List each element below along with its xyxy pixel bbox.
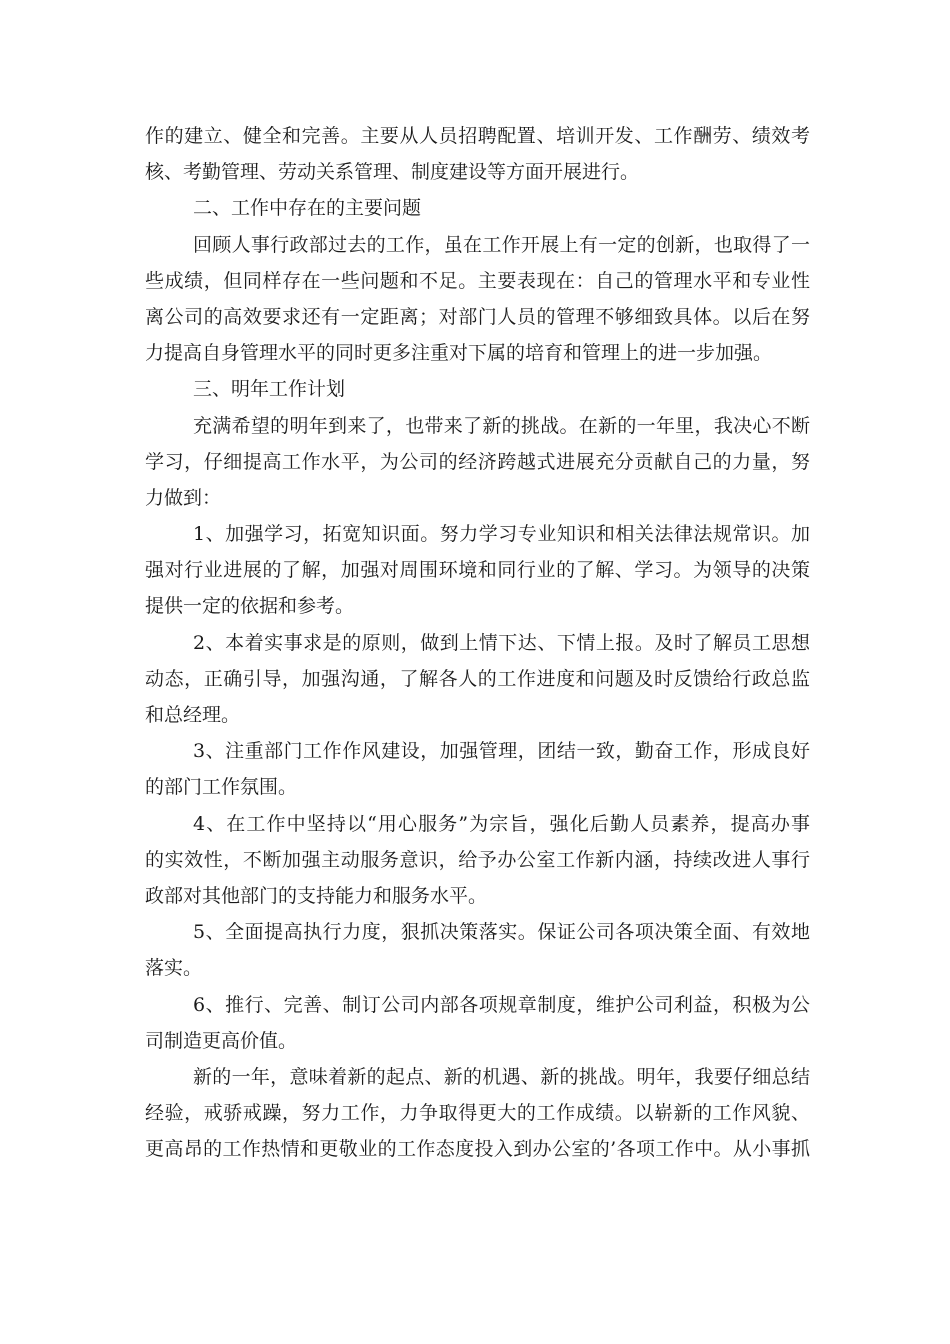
paragraph [145,806,810,915]
paragraph [145,516,810,625]
heading-text: 二、工作中存在的主要问题 [193,197,422,220]
section-heading [145,190,810,226]
paragraph-line: 政部对其他部门的支持能力和服务水平。 [145,884,488,907]
paragraph [145,914,810,986]
paragraph [145,227,810,372]
paragraph-line: 1、加强学习，拓宽知识面。努力学习专业知识和相关法律法规常识。加 [193,523,810,546]
paragraph-line: 的实效性，不断加强主动服务意识，给予办公室工作新内涵，持续改进人事行 [145,848,810,871]
paragraph [145,118,810,190]
paragraph-line: 动态，正确引导，加强沟通，了解各人的工作进度和问题及时反馈给行政总监 [145,667,810,690]
paragraph-line: 3、注重部门工作作风建设，加强管理，团结一致，勤奋工作，形成良好 [193,740,810,763]
paragraph [145,1059,810,1168]
paragraph-line: 些成绩，但同样存在一些问题和不足。主要表现在：自己的管理水平和专业性 [145,269,810,292]
paragraph-line: 提供一定的依据和参考。 [145,595,355,618]
paragraph-line: 作的建立、健全和完善。主要从人员招聘配置、培训开发、工作酬劳、绩效考 [145,125,810,147]
section-heading [145,371,810,407]
paragraph-line: 回顾人事行政部过去的工作，虽在工作开展上有一定的创新，也取得了一 [193,233,810,256]
paragraph-line: 落实。 [145,957,203,980]
paragraph [145,625,810,734]
paragraph [145,733,810,805]
paragraph [145,408,810,517]
paragraph-line: 5、全面提高执行力度，狠抓决策落实。保证公司各项决策全面、有效地 [193,921,810,944]
paragraph-line: 核、考勤管理、劳动关系管理、制度建设等方面开展进行。 [145,161,640,184]
paragraph-line: 4、在工作中坚持以“用心服务”为宗旨，强化后勤人员素养，提高办事 [193,812,810,835]
paragraph-line: 2、本着实事求是的原则，做到上情下达、下情上报。及时了解员工思想 [193,631,810,654]
paragraph-line: 力做到： [145,486,222,509]
paragraph-line: 强对行业进展的了解，加强对周围环境和同行业的了解、学习。为领导的决策 [145,559,810,582]
paragraph-line: 司制造更高价值。 [145,1029,298,1052]
paragraph-line: 经验，戒骄戒躁，努力工作，力争取得更大的工作成绩。以崭新的工作风貌、 [145,1102,810,1125]
paragraph-line: 6、推行、完善、制订公司内部各项规章制度，维护公司利益，积极为公 [193,993,810,1016]
paragraph [145,987,810,1059]
paragraph-line: 和总经理。 [145,704,241,726]
paragraph-line: 力提高自身管理水平的同时更多注重对下属的培育和管理上的进一步加强。 [145,342,773,365]
paragraph-line: 学习，仔细提高工作水平，为公司的经济跨越式进展充分贡献自己的力量，努 [145,450,810,473]
document-body [145,118,810,1167]
paragraph-line: 新的一年，意味着新的起点、新的机遇、新的挑战。明年，我要仔细总结 [193,1065,810,1088]
paragraph-line: 充满希望的明年到来了，也带来了新的挑战。在新的一年里，我决心不断 [193,414,810,437]
heading-text: 三、明年工作计划 [193,378,346,401]
paragraph-line: 更高昂的工作热情和更敬业的工作态度投入到办公室的’各项工作中。从小事抓 [145,1138,810,1161]
paragraph-line: 的部门工作氛围。 [145,776,298,799]
paragraph-line: 离公司的高效要求还有一定距离；对部门人员的管理不够细致具体。以后在努 [145,305,810,328]
